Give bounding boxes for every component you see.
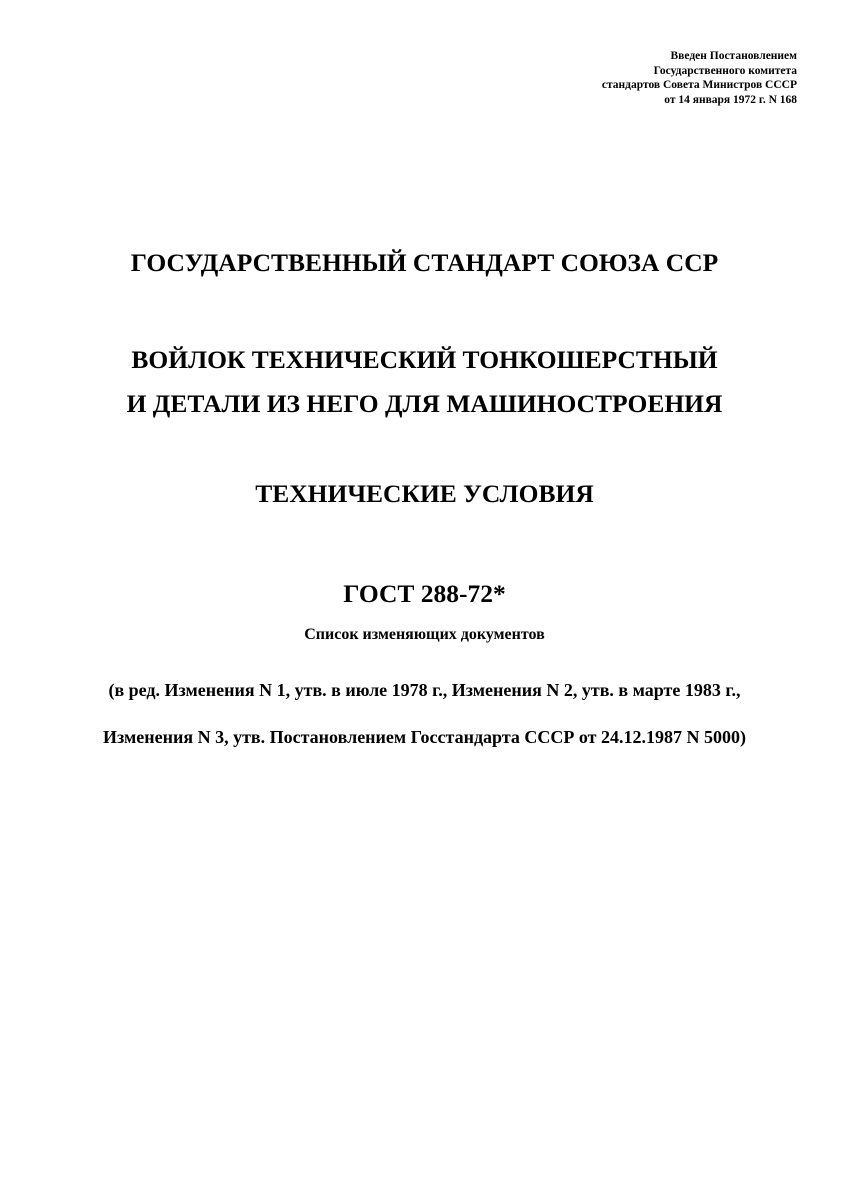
- product-title-line: И ДЕТАЛИ ИЗ НЕГО ДЛЯ МАШИНОСТРОЕНИЯ: [126, 389, 723, 418]
- product-title-line: ВОЙЛОК ТЕХНИЧЕСКИЙ ТОНКОШЕРСТНЫЙ: [131, 345, 718, 374]
- approval-line: стандартов Совета Министров СССР: [601, 79, 797, 91]
- product-title: [0, 338, 849, 426]
- approval-line: Государственного комитета: [653, 64, 797, 77]
- amendments-line: (в ред. Изменения N 1, утв. в июле 1978 г., Изменения N 2, утв. в марте 1983 г.,: [108, 680, 741, 700]
- amendments-heading: Список изменяющих документов: [304, 626, 545, 643]
- amendments-line: Изменения N 3, утв. Постановлением Госстандарта СССР от 24.12.1987 N 5000): [103, 727, 746, 747]
- approval-line: Введен Постановлением: [670, 50, 797, 62]
- approval-line: от 14 января 1972 г. N 168: [664, 93, 797, 106]
- standard-header: ГОСУДАРСТВЕННЫЙ СТАНДАРТ СОЮЗА ССР: [130, 248, 719, 277]
- approval-note: [467, 49, 797, 107]
- document-subtitle: ТЕХНИЧЕСКИЕ УСЛОВИЯ: [255, 479, 594, 508]
- standard-designation: ГОСТ 288-72*: [343, 579, 506, 608]
